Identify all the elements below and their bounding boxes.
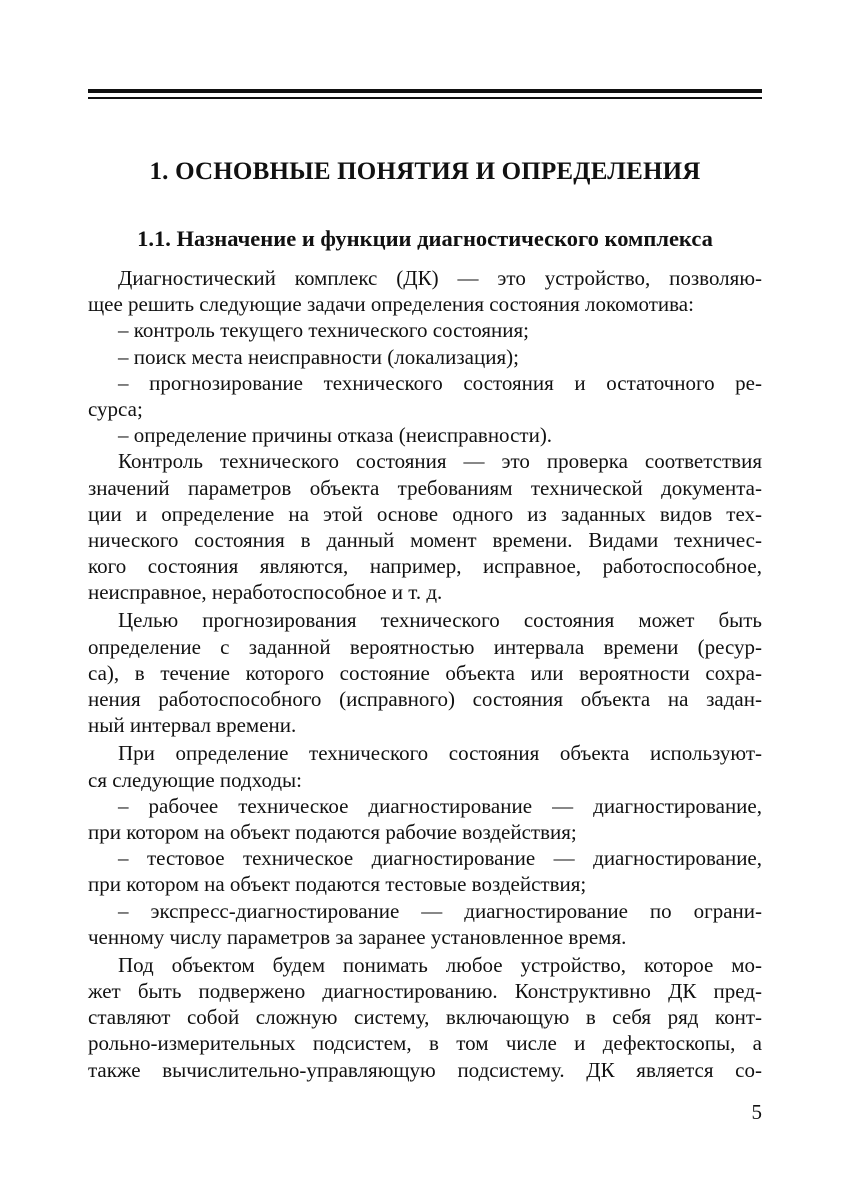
text-line: при котором на объект подаются тестовые воздействия; — [88, 872, 587, 897]
text-line: – контроль текущего технического состояния; — [118, 318, 530, 343]
text-line: – рабочее техническое диагностирование — диагностирование, — [118, 793, 762, 818]
text-line: также вычислительно-управляющую подсистему. ДК является со- — [88, 1057, 762, 1082]
text-line: неисправное, неработоспособное и т. д. — [88, 580, 443, 605]
paragraph — [88, 370, 762, 422]
text-line: ся следующие подходы: — [88, 767, 302, 792]
paragraph — [88, 793, 762, 845]
chapter-title: 1. ОСНОВНЫЕ ПОНЯТИЯ И ОПРЕДЕЛЕНИЯ — [149, 158, 701, 185]
text-line: – прогнозирование технического состояния и остаточного ре- — [118, 370, 762, 395]
text-line: рольно-измерительных подсистем, в том числе и дефектоскопы, а — [88, 1031, 762, 1056]
text-line: кого состояния являются, например, исправное, работоспособное, — [88, 554, 762, 579]
text-line: Диагностический комплекс (ДК) — это устройство, позволяю- — [118, 266, 762, 290]
text-line: При определение технического состояния объекта используют- — [118, 741, 762, 766]
text-line: нения работоспособного (исправного) состояния объекта на задан- — [88, 687, 762, 711]
paragraph — [88, 607, 762, 738]
paragraph — [88, 845, 762, 897]
text-line: при котором на объект подаются рабочие воздействия; — [88, 819, 577, 844]
header-rule-thin — [88, 97, 762, 99]
text-line: определение с заданной вероятностью интервала времени (ресур- — [88, 634, 762, 659]
text-line: нического состояния в данный момент времени. Видами техничес- — [88, 527, 762, 552]
header-rule-thick — [88, 89, 762, 93]
section-title: 1.1. Назначение и функции диагностического комплекса — [137, 226, 713, 251]
body-text — [88, 265, 762, 1083]
paragraph — [88, 422, 762, 448]
text-line: – определение причины отказа (неисправности). — [118, 423, 553, 448]
text-line: – экспресс-диагностирование — диагностирование по ограни- — [118, 898, 762, 923]
text-line: ченному числу параметров за заранее установленное время. — [88, 924, 627, 949]
text-line: – поиск места неисправности (локализация); — [118, 344, 519, 369]
paragraph — [88, 344, 762, 370]
text-line: сурса; — [88, 396, 143, 421]
text-line: – тестовое техническое диагностирование — диагностирование, — [118, 846, 762, 871]
text-line: жет быть подвержено диагностированию. Конструктивно ДК пред- — [88, 979, 762, 1004]
text-line: Контроль технического состояния — это проверка соответствия — [118, 449, 762, 474]
paragraph — [88, 317, 762, 343]
text-line: Целью прогнозирования технического состояния может быть — [118, 608, 762, 633]
text-line: ции и определение на этой основе одного из заданных видов тех- — [88, 501, 762, 526]
text-line: значений параметров объекта требованиям технической документа- — [88, 475, 762, 500]
text-line: ставляют собой сложную систему, включающую в себя ряд конт- — [88, 1005, 762, 1030]
paragraph — [88, 898, 762, 950]
paragraph — [88, 448, 762, 605]
paragraph — [88, 740, 762, 792]
text-line: са), в течение которого состояние объекта или вероятности сохра- — [88, 660, 762, 685]
paragraph — [88, 952, 762, 1083]
text-line: щее решить следующие задачи определения состояния локомотива: — [88, 292, 694, 317]
paragraph — [88, 265, 762, 317]
text-line: Под объектом будем понимать любое устройство, которое мо- — [118, 952, 762, 977]
text-line: ный интервал времени. — [88, 713, 297, 738]
page-number: 5 — [751, 1100, 762, 1124]
